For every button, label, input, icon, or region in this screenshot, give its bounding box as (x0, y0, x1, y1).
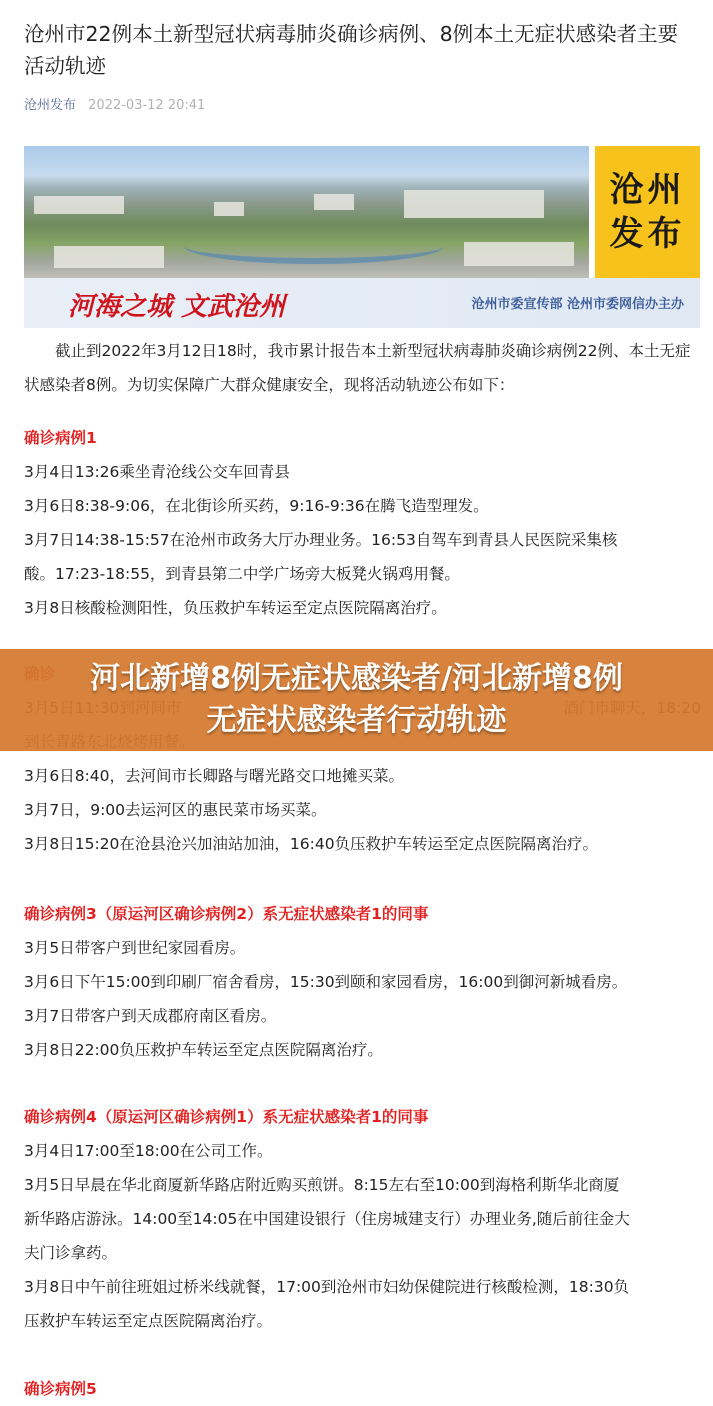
case-5-title: 确诊病例5 (24, 1380, 97, 1398)
case-2-line: 3月6日8:40，去河间市长卿路与曙光路交口地摊买菜。 (24, 767, 405, 785)
logo-line-2: 发布 (609, 214, 686, 254)
article-date: 2022-03-12 20:41 (88, 98, 206, 113)
case-1-line: 酸。17:23-18:55，到青县第二中学广场旁大板凳火锅鸡用餐。 (24, 565, 460, 583)
banner-strip (24, 278, 700, 328)
case-3-line: 3月5日带客户到世纪家园看房。 (24, 939, 246, 957)
case-1-line: 3月7日14:38-15:57在沧州市政务大厅办理业务。16:53自驾车到青县人民医院采集核 (24, 531, 618, 549)
case-1-line: 3月8日核酸检测阳性，负压救护车转运至定点医院隔离治疗。 (24, 599, 447, 617)
overlay-headline-line-2: 无症状感染者行动轨迹 (206, 703, 507, 738)
intro-paragraph: 截止到2022年3月12日18时，我市累计报告本土新型冠状病毒肺炎确诊病例22例、本土无症状感染者8例。为切实保障广大群众健康安全，现将活动轨迹公布如下： (24, 342, 691, 394)
city-aerial-photo (24, 146, 589, 278)
cangzhou-fabu-logo (595, 146, 700, 278)
overlay-headline-line-1: 河北新增8例无症状感染者/河北新增8例 (90, 661, 623, 696)
case-4-line: 3月5日早晨在华北商厦新华路店附近购买煎饼。8:15左右至10:00到海格利斯华北商厦 (24, 1176, 620, 1194)
case-3-title: 确诊病例3（原运河区确诊病例2）系无症状感染者1的同事 (24, 905, 429, 923)
article-banner-image (24, 146, 700, 328)
article-meta (24, 94, 205, 113)
case-1-line: 3月6日8:38-9:06，在北街诊所买药，9:16-9:36在腾飞造型理发。 (24, 497, 489, 515)
banner-slogan: 河海之城 文武沧州 (68, 292, 286, 322)
banner-orgs: 沧州市委宣传部 沧州市委网信办主办 (471, 297, 684, 312)
case-4-line: 3月8日中午前往班姐过桥米线就餐，17:00到沧州市妇幼保健院进行核酸检测，18:30负 (24, 1278, 630, 1296)
headline-overlay-banner (0, 649, 713, 751)
case-1-title: 确诊病例1 (24, 429, 97, 447)
article-source-link[interactable]: 沧州发布 (24, 98, 77, 113)
case-2-line: 3月7日，9:00去运河区的惠民菜市场买菜。 (24, 801, 327, 819)
case-4-line: 夫门诊拿药。 (24, 1244, 118, 1262)
logo-line-1: 沧州 (609, 170, 686, 210)
case-3-line: 3月7日带客户到天成郡府南区看房。 (24, 1007, 277, 1025)
case-4-line: 压救护车转运至定点医院隔离治疗。 (24, 1312, 273, 1330)
case-4-line: 3月4日17:00至18:00在公司工作。 (24, 1142, 273, 1160)
case-4-title: 确诊病例4（原运河区确诊病例1）系无症状感染者1的同事 (24, 1108, 429, 1126)
case-2-line: 3月8日15:20在沧县沧兴加油站加油，16:40负压救护车转运至定点医院隔离治疗。 (24, 835, 599, 853)
case-4-line: 新华路店游泳。14:00至14:05在中国建设银行（住房城建支行）办理业务,随后前往金大 (24, 1210, 630, 1228)
case-3-line: 3月8日22:00负压救护车转运至定点医院隔离治疗。 (24, 1041, 383, 1059)
case-3-line: 3月6日下午15:00到印刷厂宿舍看房，15:30到颐和家园看房，16:00到御河新城看房。 (24, 973, 628, 991)
article-title: 沧州市22例本土新型冠状病毒肺炎确诊病例、8例本土无症状感染者主要活动轨迹 (24, 22, 679, 78)
case-1-line: 3月4日13:26乘坐青沧线公交车回青县 (24, 463, 290, 481)
